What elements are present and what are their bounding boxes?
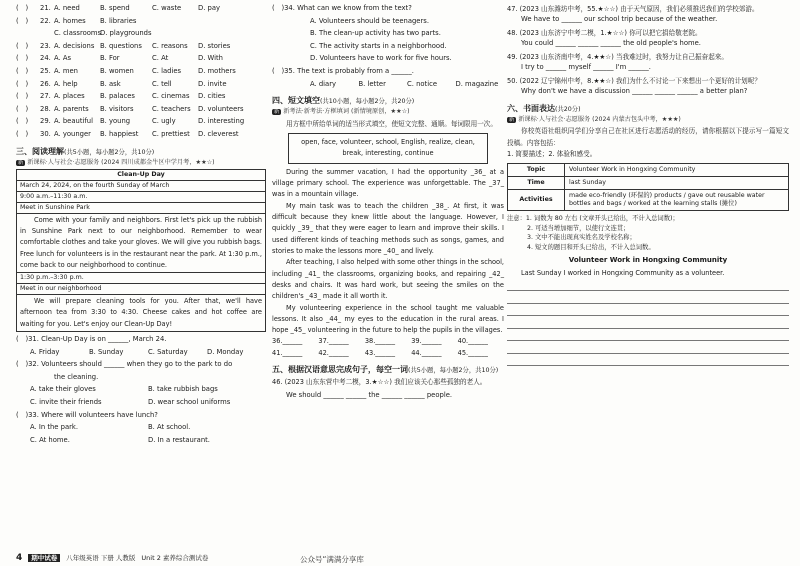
answer-blank[interactable]: 44.______: [411, 348, 442, 357]
passage-paragraph: My main task was to teach the children _38_. At first, it was difficult because they knew little about the language. However, I quickly _39_ that they were eager to learn and improve their skills. I used different kinds of teaching methods such as songs, games, and stories to make the lessons more _40_ and lively.: [272, 201, 504, 255]
option: B. women: [100, 66, 134, 75]
answer-blank[interactable]: 40.______: [457, 336, 488, 345]
option: B. For: [100, 54, 120, 63]
option: A. younger: [54, 129, 91, 138]
mc-question: [16, 17, 266, 30]
essay-start: Last Sunday I worked in Hongxing Community as a volunteer.: [521, 268, 725, 277]
option: C. cinemas: [152, 92, 190, 101]
question-32: [16, 360, 266, 410]
watermark: 公众号“满满分享库: [300, 554, 364, 564]
question-31-stem: ( )31. Clean-Up Day is on ______, March 24.: [16, 335, 167, 344]
option: B. The clean-up activity has two parts.: [310, 29, 441, 38]
option: B. palaces: [100, 92, 135, 101]
page-footer: [16, 553, 208, 564]
passage-paragraph: After teaching, I also helped with some other things in the school, including _41_ the classrooms, organizing books, and repairing _42_ desks and chairs. It was hard work, but seeing the smiles on the children's _43_ made it all worth it.: [272, 258, 504, 301]
option: C. The activity starts in a neighborhood.: [310, 41, 447, 50]
poster-body-2: We will prepare cleaning tools for you. After that, we'll have afternoon tea from 3:30 to 4:30. Cheese cakes and hot coffee are waiting for you. Let's enjoy our Clean-Up Day!: [20, 297, 262, 328]
poster-title: Clean-Up Day: [17, 170, 266, 181]
answer-bracket[interactable]: ( ): [16, 16, 29, 25]
note: 注意：1. 词数为 80 左右 (文章开头已给出，不计入总词数)；: [507, 214, 679, 222]
answer-bracket[interactable]: ( ): [16, 54, 29, 63]
info-header: Topic: [508, 164, 565, 177]
question-46: 46. (2023 山东东营中考二模，3.★☆☆) 我们应该关心那些孤独的老人。: [272, 377, 487, 386]
poster-place-2: Meet in our neighborhood: [17, 284, 266, 295]
question-48: 48. (2023 山东济宁中考二模，1.★☆☆) 你可以把它捐给敬老院。: [507, 28, 702, 37]
option: C. prettiest: [152, 129, 190, 138]
answer-blank[interactable]: 37.______: [318, 336, 349, 345]
answer-blank[interactable]: 43.______: [364, 348, 396, 357]
grade-label: 八年级英语 下册 人教版: [66, 554, 136, 563]
clean-up-poster: [16, 169, 266, 332]
question-32-stem: ( )32. Volunteers should ______ when they go to the park to do: [16, 360, 233, 369]
word-box: open, face, volunteer, school, English, realize, clean, break, interesting, continue: [288, 133, 488, 163]
passage-paragraph: During the summer vacation, I had the opportunity _36_ at a village primary school. The experience was unforgettable. The _37_ was in a mountain village.: [272, 167, 504, 199]
option: D. With: [198, 54, 223, 63]
option: B. spend: [100, 4, 130, 12]
question-number: 27.: [40, 92, 51, 101]
option: B. Sunday: [89, 347, 124, 356]
question-35: [272, 67, 504, 92]
mc-question: [16, 29, 266, 42]
option: C. At home.: [30, 435, 70, 444]
section-6-source: 新 新课标·人与社会·志愿服务 (2024 内蒙古包头中考，★★★): [509, 115, 681, 123]
section-4-instructions: 用方框中所给单词的适当形式填空，使短文完整、通顺。每词限用一次。: [286, 119, 497, 128]
answer-bracket[interactable]: ( ): [16, 129, 29, 138]
option: C. Saturday: [148, 347, 188, 356]
question-number: 26.: [40, 79, 51, 88]
option: B. At school.: [148, 423, 191, 432]
section-3-title: 三、阅读理解(共5小题，每小题2分，共10分): [16, 146, 155, 156]
option: A. decisions: [54, 41, 95, 50]
option: C. waste: [152, 4, 182, 12]
note: 4. 短文的题目和开头已给出，不计入总词数。: [527, 244, 655, 252]
question-number: 30.: [40, 129, 51, 138]
mc-question: [16, 54, 266, 67]
section-6-instructions: 你校英语社组织同学们分享自己在社区进行志愿活动的经历，请你根据以下提示写一篇短文投稿。内容包括：: [507, 127, 789, 147]
mc-list: [16, 4, 266, 143]
poster-place: Meet in Sunshine Park: [17, 202, 266, 213]
option: D. Volunteers have to work for five hours.: [310, 54, 452, 63]
info-value: last Sunday: [565, 177, 789, 190]
question-33: [16, 411, 266, 449]
answer-bracket[interactable]: ( ): [16, 4, 29, 12]
option: C. ugly: [152, 117, 176, 126]
question-46-answer[interactable]: We should ______ ______ the ______ ______ people.: [286, 390, 453, 399]
poster-time-2: 1:30 p.m.–3:30 p.m.: [17, 273, 266, 284]
option: D. interesting: [198, 117, 245, 126]
answer-blank[interactable]: 38.______: [364, 336, 396, 345]
info-value: made eco-friendly (环保的) products / gave out reusable water bottles and bags / worked at the learning stalls (摊位): [565, 190, 789, 211]
cloze-passage: [272, 167, 504, 337]
essay-title: Volunteer Work in Hongxing Community: [568, 255, 728, 264]
question-number: 21.: [40, 4, 51, 12]
note: 3. 文中不能出现真实姓名及学校名称；: [527, 234, 636, 242]
question-33-stem: ( )33. Where will volunteers have lunch?: [16, 410, 158, 419]
option: D. playgrounds: [100, 29, 152, 38]
option: A. In the park.: [30, 423, 79, 432]
question-50: 50. (2022 辽宁锦州中考，8.★★☆) 我们为什么不讨论一下来想出一个更好的计划呢？: [507, 76, 761, 85]
option: A. need: [54, 4, 80, 12]
option: C. reasons: [152, 41, 188, 50]
info-value: Volunteer Work in Hongxing Community: [565, 164, 789, 177]
question-number: 25.: [40, 66, 51, 75]
answer-blank[interactable]: 41.______: [272, 348, 303, 357]
question-34: [272, 4, 504, 67]
mc-question: [16, 92, 266, 105]
option: B. letter: [358, 79, 386, 88]
option: D. cities: [198, 92, 226, 101]
answer-bracket[interactable]: ( ): [16, 117, 29, 126]
mc-question: [16, 105, 266, 118]
info-table: [507, 163, 789, 210]
answer-row: [272, 337, 504, 349]
section-4-title: 四、短文填空(共10小题，每小题2分，共20分): [272, 96, 415, 106]
option: C. At: [152, 54, 169, 63]
option: C. teachers: [152, 104, 191, 113]
section-5-title: 五、根据汉语意思完成句子，每空一词(共5小题，每小题2分，共10分): [272, 364, 499, 374]
option: A. beautiful: [54, 117, 93, 126]
question-number: 28.: [40, 104, 51, 113]
option: C. classrooms: [54, 29, 102, 38]
question-number: 22.: [40, 16, 51, 25]
poster-time: 9:00 a.m.–11:30 a.m.: [17, 192, 266, 203]
question-number: 24.: [40, 54, 51, 63]
option: D. volunteers: [198, 104, 244, 113]
question-number: 23.: [40, 41, 51, 50]
option: D. Monday: [207, 347, 244, 356]
column-2: [272, 4, 504, 403]
option: B. take rubbish bags: [148, 385, 218, 394]
option: A. help: [54, 79, 78, 88]
option: B. young: [100, 117, 131, 126]
option: C. tell: [152, 79, 172, 88]
answer-blank[interactable]: 36.______: [272, 336, 303, 345]
poster-date: March 24, 2024, on the fourth Sunday of March: [17, 181, 266, 192]
option: A. homes: [54, 16, 86, 25]
question-47: 47. (2023 山东潍坊中考，55.★☆☆) 由于天气原因，我们必须推迟我们的学校郊游。: [507, 5, 759, 13]
poster-body: Come with your family and neighbors. First let's pick up the rubbish in Sunshine Park next to our neighborhood. Remember to wear comfortable clothes and take your gloves. We will give you rubbish bags. Free lunch for volunteers is in the restaurant near the park. At 1:30 p.m., come back to our neighborhood to continue.: [20, 215, 262, 270]
info-header: Time: [508, 177, 565, 190]
option: B. libraries: [100, 16, 137, 25]
section-6-title: 六、书面表达(共20分): [507, 103, 581, 113]
writing-area[interactable]: [507, 279, 789, 367]
option: C. ladies: [152, 66, 182, 75]
option: D. pay: [198, 4, 221, 12]
option: C. notice: [407, 79, 438, 88]
question-49-answer[interactable]: I try to ______ myself ______ I'm ______.: [521, 63, 651, 72]
option: A. take their gloves: [30, 385, 96, 394]
section-3-source: 新 新课标·人与社会·志愿服务 (2024 四川成都金牛区中学月考，★★☆): [18, 158, 215, 166]
mc-question: [16, 42, 266, 55]
unit-label: Unit 2 素养综合测试卷: [141, 554, 209, 563]
option: D. wear school uniforms: [148, 398, 231, 407]
option: A. As: [54, 54, 72, 63]
answer-bracket[interactable]: ( ): [16, 104, 29, 113]
option: D. mothers: [198, 66, 236, 75]
answer-bracket[interactable]: ( ): [16, 41, 29, 50]
writing-notes: [507, 214, 789, 253]
mc-question: [16, 117, 266, 130]
option: A. Volunteers should be teenagers.: [310, 16, 429, 25]
option: B. happiest: [100, 129, 139, 138]
option: A. diary: [310, 79, 337, 88]
option: D. invite: [198, 79, 227, 88]
option: D. cleverest: [198, 129, 239, 138]
question-49: 49. (2023 山东济南中考，4.★★☆) 当我难过时，我努力让自己振奋起来。: [507, 52, 728, 61]
section-4-source: 新 新考法·新考法·方框填词 (新情境原创，★★☆): [274, 108, 410, 116]
option: A. parents: [54, 104, 89, 113]
answer-blank[interactable]: 42.______: [318, 348, 349, 357]
column-1: [16, 4, 266, 448]
answer-row: [272, 349, 504, 361]
question-35-stem: ( )35. The text is probably from a ______.: [272, 66, 414, 75]
answer-blank[interactable]: 45.______: [457, 348, 488, 357]
mc-question: [16, 130, 266, 143]
column-3: [507, 4, 789, 366]
question-34-stem: ( )34. What can we know from the text?: [272, 4, 412, 12]
mc-question: [16, 4, 266, 17]
note: 2. 可适当增加细节，以使行文连贯；: [527, 224, 630, 232]
answer-bracket[interactable]: ( ): [16, 66, 29, 75]
question-31: [16, 335, 266, 360]
option: B. questions: [100, 41, 142, 50]
option: C. invite their friends: [30, 398, 102, 407]
mc-question: [16, 80, 266, 93]
mc-question: [16, 67, 266, 80]
question-48-answer[interactable]: You could ______ ______ ______ the old people's home.: [521, 39, 701, 48]
option: A. men: [54, 66, 78, 75]
option: D. stories: [198, 41, 231, 50]
brand-label: 期中试卷: [28, 554, 60, 562]
option: B. visitors: [100, 104, 134, 113]
question-32-stem-2: the cleaning.: [54, 372, 99, 381]
option: A. Friday: [30, 347, 60, 356]
question-number: 29.: [40, 117, 51, 126]
passage-paragraph: My volunteering experience in the school taught me valuable lessons. It also _44_ my eyes to the education in the rural areas. I hope _45_ volunteering in the future to help the pupils in the villages.: [272, 303, 504, 335]
answer-bracket[interactable]: ( ): [16, 79, 29, 88]
option: B. ask: [100, 79, 121, 88]
question-47-answer[interactable]: We have to ______ our school trip because of the weather.: [521, 15, 718, 24]
page-number: 4: [16, 552, 23, 563]
option: A. places: [54, 92, 85, 101]
info-header: Activities: [508, 190, 565, 211]
answer-blank[interactable]: 39.______: [411, 336, 442, 345]
section-6-steps: 1. 简要描述；2. 体验和感受。: [507, 150, 597, 159]
option: D. magazine: [455, 79, 499, 88]
question-50-answer[interactable]: Why don't we have a discussion ______ ______ ______ a better plan?: [521, 87, 748, 96]
answer-bracket[interactable]: ( ): [16, 92, 29, 101]
option: D. In a restaurant.: [148, 435, 210, 444]
